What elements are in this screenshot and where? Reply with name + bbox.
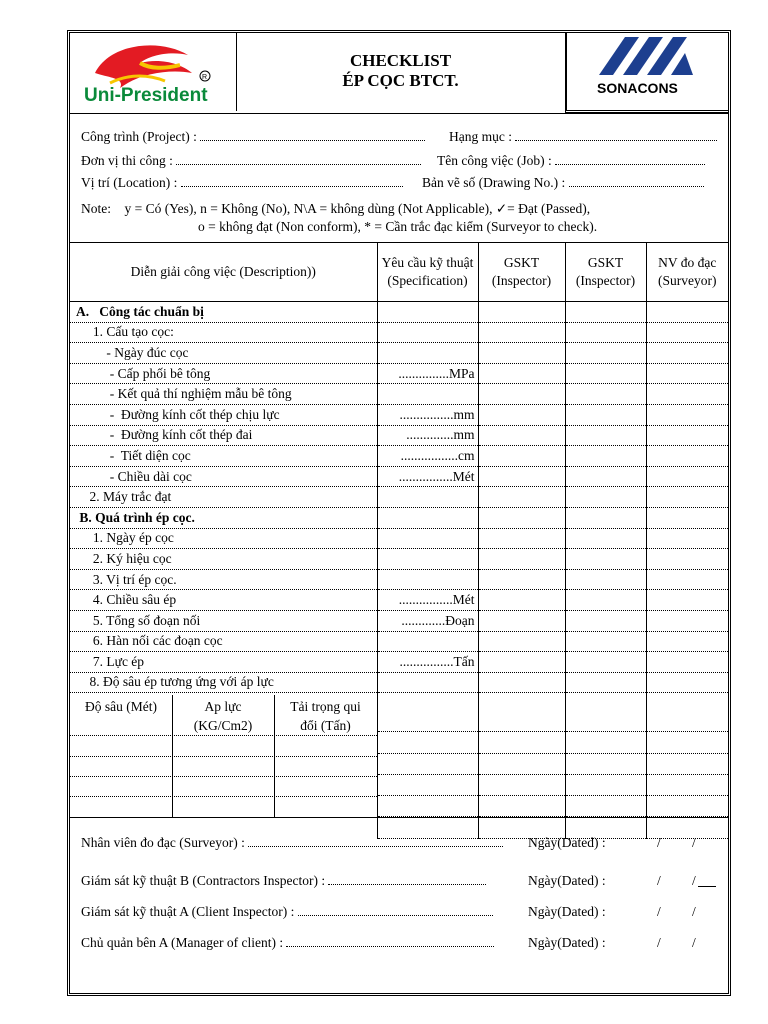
row-inspector-b-check[interactable]: [478, 446, 565, 467]
row-surveyor-check[interactable]: [646, 672, 728, 693]
row-surveyor-check[interactable]: [646, 404, 728, 425]
row-inspector-b-check[interactable]: [478, 404, 565, 425]
client-inspector-label: Giám sát kỹ thuật A (Client Inspector) :: [81, 904, 295, 919]
row-inspector-b-check[interactable]: [478, 732, 565, 753]
legend-note: [81, 200, 597, 236]
row-inspector-b-check[interactable]: [478, 569, 565, 590]
table-row: [70, 425, 728, 446]
row-inspector-a-check[interactable]: [565, 753, 646, 774]
project-field: [81, 129, 425, 145]
date-label: Ngày(Dated) :: [528, 873, 606, 888]
item-field: [449, 129, 717, 145]
row-specification: [377, 487, 478, 508]
row-surveyor-check[interactable]: [646, 507, 728, 528]
row-specification: [377, 343, 478, 364]
row-surveyor-check[interactable]: [646, 610, 728, 631]
row-description: 1. Ngày ép cọc: [70, 528, 377, 549]
row-inspector-b-check[interactable]: [478, 487, 565, 508]
row-specification: [377, 549, 478, 570]
location-field: [81, 175, 403, 191]
row-specification: [377, 302, 478, 323]
header-description: Diễn giải công việc (Description)): [70, 243, 377, 302]
row-description: - Chiều dài cọc: [70, 466, 377, 487]
row-specification: .............Đoạn: [377, 610, 478, 631]
note-line2: o = không đạt (Non conform), * = Cần trắc đạc kiểm (Surveyor to check).: [198, 219, 598, 234]
date-separator: /: [692, 904, 696, 919]
grid-line: [70, 776, 377, 777]
row-surveyor-check[interactable]: [646, 693, 728, 732]
row-description: - Cấp phối bê tông: [70, 363, 377, 384]
table-row: [70, 631, 728, 652]
row-inspector-a-check[interactable]: [565, 549, 646, 570]
row-surveyor-check[interactable]: [646, 466, 728, 487]
row-surveyor-check[interactable]: [646, 487, 728, 508]
client-inspector-sign: [81, 904, 493, 920]
row-specification[interactable]: [377, 774, 478, 795]
date-separator: /: [692, 835, 696, 850]
table-row: [70, 652, 728, 673]
title-line2: ÉP CỌC BTCT.: [342, 71, 459, 90]
divider: [70, 113, 728, 114]
table-row: [70, 302, 728, 323]
row-inspector-b-check[interactable]: [478, 693, 565, 732]
header-inspector-a: GSKT (Inspector): [565, 243, 646, 302]
row-specification: ................mm: [377, 404, 478, 425]
row-inspector-a-check[interactable]: [565, 507, 646, 528]
row-inspector-a-check[interactable]: [565, 569, 646, 590]
row-specification: .................cm: [377, 446, 478, 467]
date-label: Ngày(Dated) :: [528, 935, 606, 950]
row-surveyor-check[interactable]: [646, 796, 728, 817]
depth-pressure-grid: [70, 695, 377, 817]
row-inspector-a-check[interactable]: [565, 590, 646, 611]
row-inspector-a-check[interactable]: [565, 322, 646, 343]
surveyor-label: Nhân viên đo đạc (Surveyor) :: [81, 835, 245, 850]
row-inspector-a-check[interactable]: [565, 610, 646, 631]
table-row: [70, 404, 728, 425]
svg-text:SONACONS: SONACONS: [597, 80, 678, 96]
date-label: Ngày(Dated) :: [528, 835, 606, 850]
sonacons-logo: [565, 33, 728, 113]
row-specification: [377, 569, 478, 590]
grid-line: [70, 735, 377, 736]
row-specification: ................Mét: [377, 590, 478, 611]
row-inspector-b-check[interactable]: [478, 528, 565, 549]
row-inspector-b-check[interactable]: [478, 322, 565, 343]
table-row: [70, 590, 728, 611]
row-inspector-b-check[interactable]: [478, 343, 565, 364]
row-description: B. Quá trình ép cọc.: [70, 507, 377, 528]
row-surveyor-check[interactable]: [646, 302, 728, 323]
row-description: A. Công tác chuẩn bị: [70, 302, 377, 323]
header: [70, 33, 728, 113]
table-row: [70, 487, 728, 508]
row-description: - Ngày đúc cọc: [70, 343, 377, 364]
row-description: 7. Lực ép: [70, 652, 377, 673]
row-inspector-a-check[interactable]: [565, 631, 646, 652]
row-specification[interactable]: [377, 693, 478, 732]
row-inspector-b-check[interactable]: [478, 774, 565, 795]
row-inspector-a-check[interactable]: [565, 528, 646, 549]
row-inspector-b-check[interactable]: [478, 507, 565, 528]
row-inspector-b-check[interactable]: [478, 384, 565, 405]
row-inspector-a-check[interactable]: [565, 363, 646, 384]
row-inspector-a-check[interactable]: [565, 652, 646, 673]
row-description: 2. Ký hiệu cọc: [70, 549, 377, 570]
row-specification: [377, 528, 478, 549]
table-row: [70, 528, 728, 549]
row-surveyor-check[interactable]: [646, 569, 728, 590]
row-specification: [377, 507, 478, 528]
drawing-label: Bản vẽ số (Drawing No.) :: [422, 175, 566, 190]
row-inspector-a-check[interactable]: [565, 774, 646, 795]
row-description: - Đường kính cốt thép đai: [70, 425, 377, 446]
grid-line: [70, 756, 377, 757]
row-inspector-b-check[interactable]: [478, 302, 565, 323]
row-surveyor-check[interactable]: [646, 343, 728, 364]
table-row: [70, 672, 728, 693]
location-label: Vị trí (Location) :: [81, 175, 178, 190]
document-title: [236, 33, 565, 111]
row-specification: ................Tấn: [377, 652, 478, 673]
row-description: - Kết quả thí nghiệm mẫu bê tông: [70, 384, 377, 405]
uni-president-logo: [70, 33, 237, 111]
row-inspector-b-check[interactable]: [478, 610, 565, 631]
row-surveyor-check[interactable]: [646, 446, 728, 467]
row-surveyor-check[interactable]: [646, 732, 728, 753]
client-inspector-input[interactable]: [298, 904, 493, 916]
row-specification[interactable]: [377, 796, 478, 817]
job-label: Tên công việc (Job) :: [437, 153, 552, 168]
row-inspector-b-check[interactable]: [478, 631, 565, 652]
row-inspector-b-check[interactable]: [478, 796, 565, 817]
row-inspector-a-check[interactable]: [565, 796, 646, 817]
job-field: [437, 153, 705, 169]
row-surveyor-check[interactable]: [646, 590, 728, 611]
underline: [698, 886, 716, 887]
row-specification: ................Mét: [377, 466, 478, 487]
table-row: [70, 322, 728, 343]
sub-header: Tải trọng qui đổi (Tấn): [290, 699, 361, 733]
svg-text:Uni-President: Uni-President: [84, 85, 208, 106]
row-specification[interactable]: [377, 732, 478, 753]
contractor-field: [81, 153, 421, 169]
contractor-label: Đơn vị thi công :: [81, 153, 173, 168]
project-input[interactable]: [200, 129, 425, 141]
surveyor-input[interactable]: [248, 835, 503, 847]
sub-header: Độ sâu (Mét): [85, 699, 157, 714]
row-inspector-a-check[interactable]: [565, 302, 646, 323]
date-separator: /: [692, 935, 696, 950]
table-row: [70, 507, 728, 528]
row-inspector-b-check[interactable]: [478, 672, 565, 693]
row-surveyor-check[interactable]: [646, 322, 728, 343]
table-row: [70, 343, 728, 364]
row-inspector-a-check[interactable]: [565, 343, 646, 364]
job-input[interactable]: [555, 153, 705, 165]
table-header-row: [70, 243, 728, 302]
row-surveyor-check[interactable]: [646, 425, 728, 446]
row-surveyor-check[interactable]: [646, 363, 728, 384]
row-specification: [377, 322, 478, 343]
manager-label: Chủ quản bên A (Manager of client) :: [81, 935, 284, 950]
drawing-input[interactable]: [569, 175, 704, 187]
contractor-inspector-label: Giám sát kỹ thuật B (Contractors Inspector) :: [81, 873, 326, 888]
date-separator: /: [657, 904, 661, 919]
sub-header: Ap lực (KG/Cm2): [193, 699, 253, 733]
row-surveyor-check[interactable]: [646, 384, 728, 405]
row-inspector-b-check[interactable]: [478, 652, 565, 673]
manager-sign: [81, 935, 494, 951]
location-input[interactable]: [181, 175, 403, 187]
table-row: [70, 446, 728, 467]
contractor-inspector-sign: [81, 873, 486, 889]
header-specification: Yêu cầu kỹ thuật (Specification): [377, 243, 478, 302]
row-description: 8. Độ sâu ép tương ứng với áp lực: [70, 672, 377, 693]
row-surveyor-check[interactable]: [646, 652, 728, 673]
row-inspector-b-check[interactable]: [478, 363, 565, 384]
row-description: 5. Tổng số đoạn nối: [70, 610, 377, 631]
table-row: [70, 569, 728, 590]
row-description: 6. Hàn nối các đoạn cọc: [70, 631, 377, 652]
row-surveyor-check[interactable]: [646, 631, 728, 652]
row-inspector-a-check[interactable]: [565, 693, 646, 732]
row-surveyor-check[interactable]: [646, 549, 728, 570]
row-description: 1. Cấu tạo cọc:: [70, 322, 377, 343]
row-inspector-b-check[interactable]: [478, 549, 565, 570]
row-inspector-b-check[interactable]: [478, 466, 565, 487]
note-line1: Note: y = Có (Yes), n = Không (No), N\A = không dùng (Not Applicable), ✓= Đạt (Passed),: [81, 201, 591, 216]
row-inspector-a-check[interactable]: [565, 732, 646, 753]
drawing-field: [422, 175, 704, 191]
row-surveyor-check[interactable]: [646, 753, 728, 774]
item-input[interactable]: [515, 129, 717, 141]
row-inspector-a-check[interactable]: [565, 404, 646, 425]
grid-line: [70, 796, 377, 797]
row-inspector-a-check[interactable]: [565, 446, 646, 467]
contractor-input[interactable]: [176, 153, 421, 165]
row-inspector-a-check[interactable]: [565, 672, 646, 693]
row-specification: ...............MPa: [377, 363, 478, 384]
row-description: - Đường kính cốt thép chịu lực: [70, 404, 377, 425]
row-inspector-b-check[interactable]: [478, 753, 565, 774]
svg-text:R: R: [202, 74, 208, 81]
date-separator: /: [657, 873, 661, 888]
project-label: Công trình (Project) :: [81, 129, 197, 144]
surveyor-sign: [81, 835, 503, 851]
table-row: [70, 610, 728, 631]
row-description: - Tiết diện cọc: [70, 446, 377, 467]
row-inspector-b-check[interactable]: [478, 590, 565, 611]
header-surveyor: NV đo đạc (Surveyor): [646, 243, 728, 302]
date-separator: /: [657, 935, 661, 950]
table-row: [70, 363, 728, 384]
table-row: [70, 384, 728, 405]
header-inspector-b: GSKT (Inspector): [478, 243, 565, 302]
row-description: 3. Vị trí ép cọc.: [70, 569, 377, 590]
row-inspector-a-check[interactable]: [565, 487, 646, 508]
row-specification: [377, 384, 478, 405]
row-inspector-b-check[interactable]: [478, 425, 565, 446]
date-separator: /: [657, 835, 661, 850]
date-separator: /: [692, 873, 696, 888]
row-specification[interactable]: [377, 753, 478, 774]
row-description: 4. Chiều sâu ép: [70, 590, 377, 611]
item-label: Hạng mục :: [449, 129, 512, 144]
row-surveyor-check[interactable]: [646, 774, 728, 795]
table-row: [70, 549, 728, 570]
table-row: [70, 466, 728, 487]
row-inspector-a-check[interactable]: [565, 384, 646, 405]
row-inspector-a-check[interactable]: [565, 466, 646, 487]
date-label: Ngày(Dated) :: [528, 904, 606, 919]
manager-input[interactable]: [286, 935, 494, 947]
row-specification: ..............mm: [377, 425, 478, 446]
row-description: 2. Máy trắc đạt: [70, 487, 377, 508]
title-line1: CHECKLIST: [349, 51, 452, 70]
row-inspector-a-check[interactable]: [565, 425, 646, 446]
row-specification: [377, 672, 478, 693]
divider: [70, 817, 728, 818]
row-specification: [377, 631, 478, 652]
row-surveyor-check[interactable]: [646, 528, 728, 549]
contractor-inspector-input[interactable]: [328, 873, 486, 885]
